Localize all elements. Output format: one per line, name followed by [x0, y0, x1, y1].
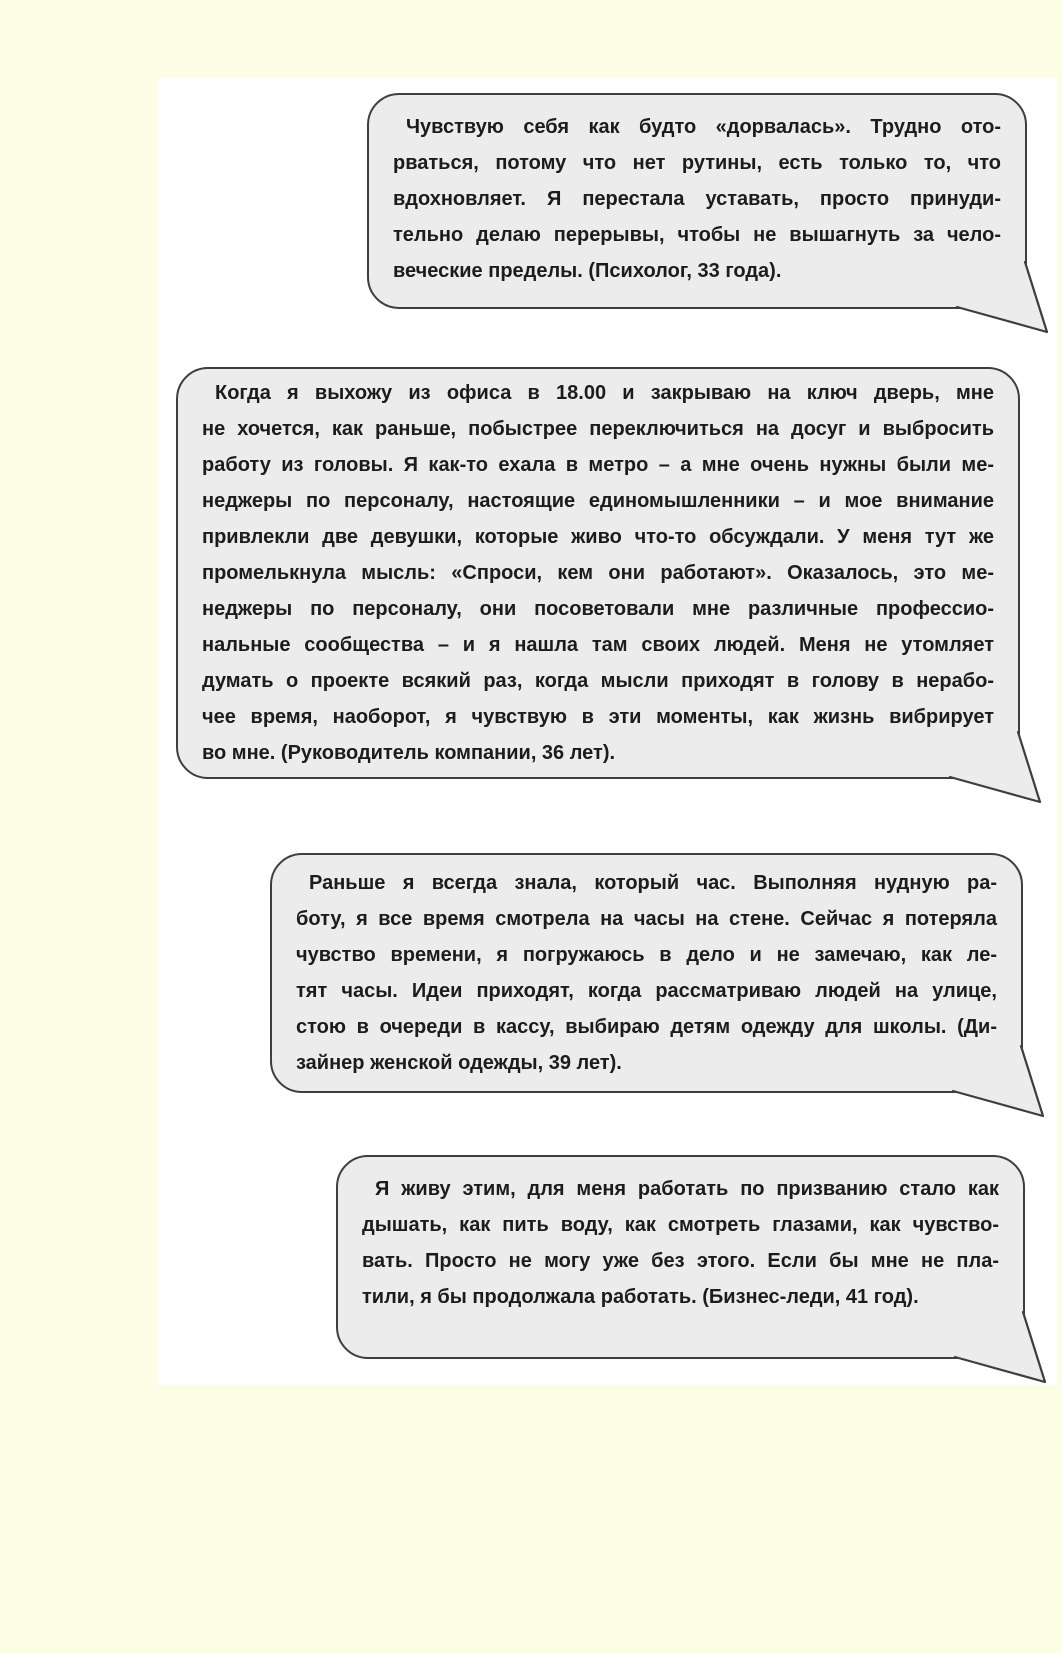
quote-line: нальные сообщества – и я нашла там своих людей. Меня не утомляет [202, 634, 994, 656]
quote-line: вдохновляет. Я перестала уставать, просто принуди- [393, 188, 1001, 210]
quote-line: чувство времени, я погружаюсь в дело и не замечаю, как ле- [296, 944, 997, 966]
quote-line: неджеры по персоналу, настоящие единомышленники – и мое внимание [202, 490, 994, 512]
quote-line: думать о проекте всякий раз, когда мысли приходят в голову в нерабо- [202, 670, 994, 692]
book-page [158, 78, 1057, 1385]
quote-line: работу из головы. Я как-то ехала в метро – а мне очень нужны были ме- [202, 454, 994, 476]
quote-line: вать. Просто не могу уже без этого. Если бы мне не пла- [362, 1250, 999, 1272]
quote-line: чее время, наоборот, я чувствую в эти моменты, как жизнь вибрирует [202, 706, 994, 728]
quote-line: тельно делаю перерывы, чтобы не вышагнуть за чело- [393, 224, 1001, 246]
quote-line: рваться, потому что нет рутины, есть только то, что [393, 152, 1001, 174]
quote-line: промелькнула мысль: «Спроси, кем они работают». Оказалось, это ме- [202, 562, 994, 584]
speech-bubble-4 [336, 1155, 1025, 1359]
quote-line: Чувствую себя как будто «дорвалась». Трудно ото- [406, 116, 1001, 138]
quote-line: Раньше я всегда знала, который час. Выполняя нудную ра- [309, 872, 997, 894]
speech-bubble-3 [270, 853, 1023, 1093]
quote-line: привлекли две девушки, которые живо что-то обсуждали. У меня тут же [202, 526, 994, 548]
quote-line: во мне. (Руководитель компании, 36 лет). [202, 742, 616, 764]
quote-line: зайнер женской одежды, 39 лет). [296, 1052, 622, 1074]
quote-line: не хочется, как раньше, побыстрее переключиться на досуг и выбросить [202, 418, 994, 440]
speech-bubble-2 [176, 367, 1020, 779]
quote-line: тят часы. Идеи приходят, когда рассматриваю людей на улице, [296, 980, 997, 1002]
quote-line: стою в очереди в кассу, выбираю детям одежду для школы. (Ди- [296, 1016, 997, 1038]
speech-bubble-1 [367, 93, 1027, 309]
quote-line: веческие пределы. (Психолог, 33 года). [393, 260, 782, 282]
quote-line: неджеры по персоналу, они посоветовали мне различные профессио- [202, 598, 994, 620]
quote-line: Я живу этим, для меня работать по призванию стало как [375, 1178, 999, 1200]
quote-line: тили, я бы продолжала работать. (Бизнес-леди, 41 год). [362, 1286, 919, 1308]
quote-line: дышать, как пить воду, как смотреть глазами, как чувство- [362, 1214, 999, 1236]
quote-line: боту, я все время смотрела на часы на стене. Сейчас я потеряла [296, 908, 997, 930]
quote-line: Когда я выхожу из офиса в 18.00 и закрываю на ключ дверь, мне [215, 382, 994, 404]
